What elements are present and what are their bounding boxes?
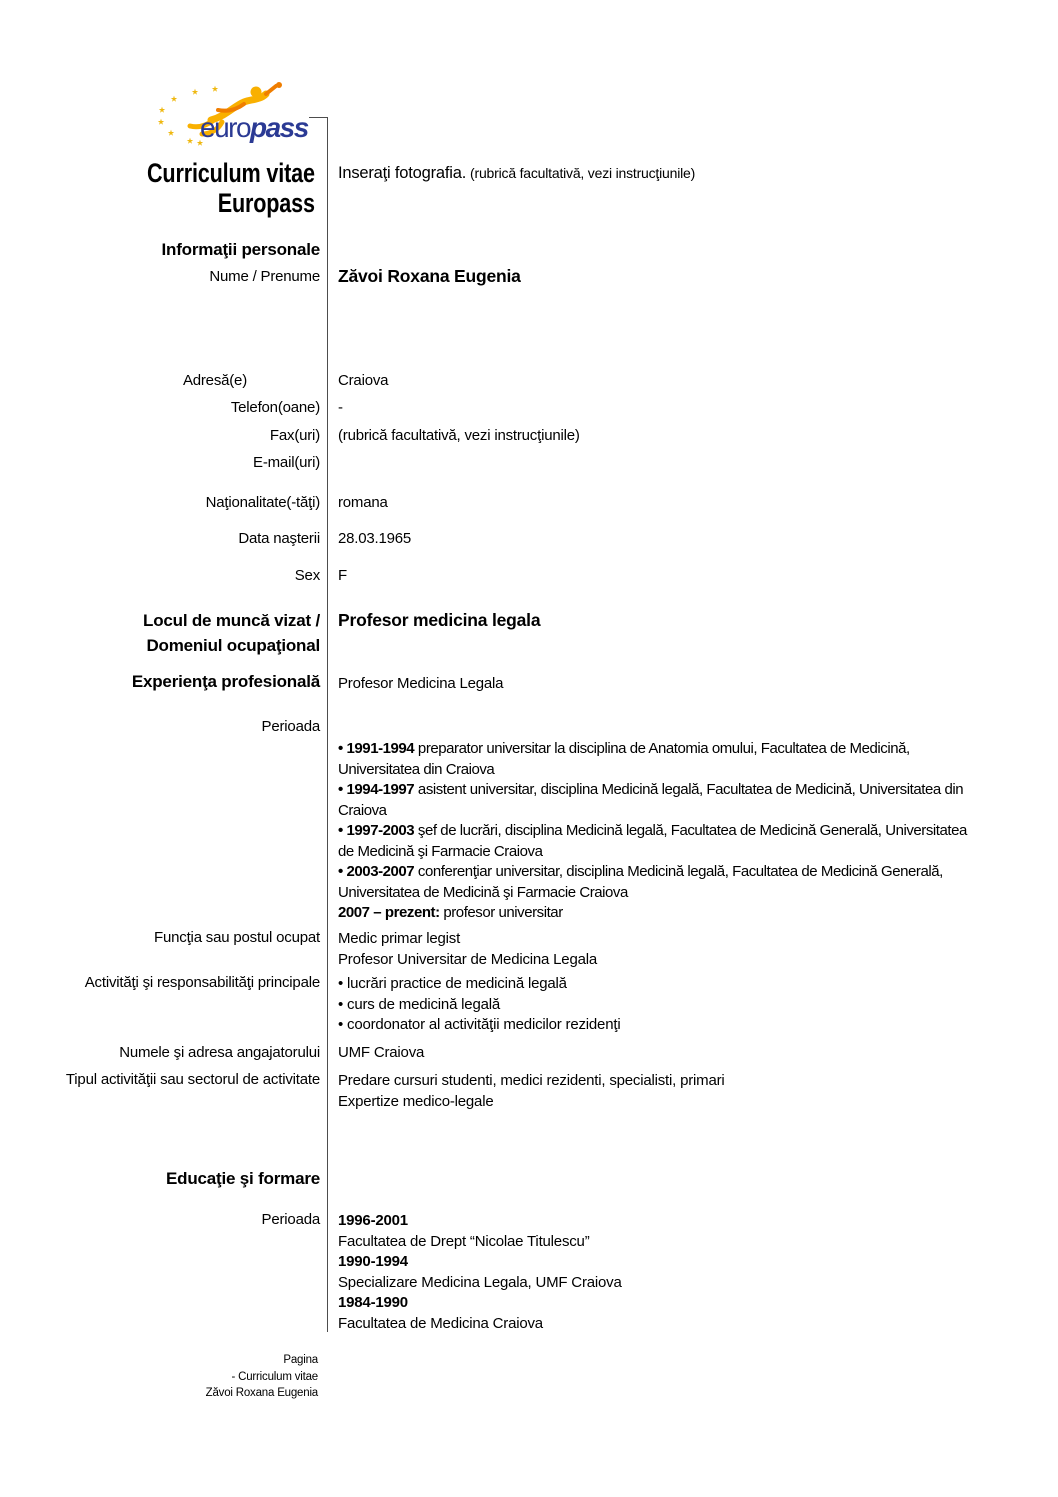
section-educatie-heading: Educaţie şi formare (166, 1169, 320, 1188)
period-text: Specializare Medicina Legala, UMF Craiova (338, 1273, 622, 1291)
value-telefon: - (338, 399, 343, 416)
period-line (338, 739, 967, 760)
label-perioada-experienta: Perioada (261, 718, 320, 735)
label-telefon: Telefon(oane) (230, 399, 320, 416)
period-line (338, 780, 967, 801)
cv-title-line2: Europass (217, 188, 315, 218)
period-text: conferenţiar universitar, disciplina Medicină legală, Facultatea de Medicină Generală, (414, 863, 943, 880)
period-text: preparator universitar la disciplina de Anatomia omului, Facultatea de Medicină, (414, 740, 910, 757)
label-numele-angajator: Numele şi adresa angajatorului (119, 1044, 320, 1061)
period-line (338, 903, 967, 924)
photo-instruction-note: (rubrică facultativă, vezi instrucţiunile) (470, 165, 696, 181)
value-adresa: Craiova (338, 372, 389, 389)
value-nationalitate: romana (338, 494, 388, 511)
period-line (338, 801, 967, 822)
label-locul-de-munca (143, 608, 320, 658)
value-data-nasterii: 28.03.1965 (338, 530, 412, 547)
label-nume: Nume / Prenume (209, 268, 320, 285)
period-text: Craiova (338, 801, 387, 819)
page-footer (206, 1352, 318, 1402)
logo-euro-text: euro (200, 112, 251, 143)
period-years: 2007 – prezent: (338, 904, 440, 921)
period-years: 1990-1994 (338, 1253, 408, 1270)
label-fax: Fax(uri) (269, 427, 320, 444)
period-years: 1996-2001 (338, 1212, 408, 1229)
label-perioada-educatie: Perioada (261, 1211, 320, 1228)
period-years: • 1994-1997 (338, 781, 415, 798)
period-line (338, 760, 967, 781)
education-period-details (338, 1211, 622, 1334)
footer-line2: - Curriculum vitae (231, 1370, 318, 1383)
column-divider-line (327, 117, 328, 1332)
period-line (338, 1273, 622, 1294)
value-line: Profesor Universitar de Medicina Legala (338, 950, 597, 968)
footer-line3: Zăvoi Roxana Eugenia (205, 1387, 318, 1399)
cv-title (147, 158, 315, 218)
period-line (338, 1252, 622, 1273)
value-tipul-activitatii (338, 1071, 725, 1112)
label-locul-line2: Domeniul ocupaţional (146, 636, 320, 655)
value-line: • curs de medicină legală (338, 995, 501, 1013)
label-nationalitate: Naţionalitate(-tăţi) (205, 494, 320, 511)
period-text: de Medicină şi Farmacie Craiova (338, 842, 543, 860)
period-line (338, 842, 967, 863)
period-text: Facultatea de Medicina Craiova (338, 1314, 543, 1332)
label-sex: Sex (294, 567, 320, 584)
europass-logo (156, 80, 316, 148)
period-text: profesor universitar (439, 904, 563, 921)
period-line (338, 1232, 622, 1253)
label-adresa: Adresă(e) (182, 372, 247, 389)
value-functia (338, 929, 597, 970)
section-experienta-heading: Experienţa profesională (131, 672, 320, 691)
label-tipul-activitatii: Tipul activităţii sau sectorul de activitate (65, 1071, 320, 1088)
value-locul-de-munca: Profesor medicina legala (338, 610, 541, 630)
label-data-nasterii: Data naşterii (238, 530, 320, 547)
footer-line1: Pagina (283, 1354, 318, 1366)
cv-title-line1: Curriculum vitae (147, 158, 315, 188)
period-years: 1984-1990 (338, 1294, 408, 1311)
value-experienta-summary: Profesor Medicina Legala (338, 675, 504, 692)
value-line: Expertize medico-legale (338, 1092, 494, 1110)
logo-pass-text: pass (250, 112, 308, 143)
value-activitati (338, 974, 620, 1036)
value-line: Medic primar legist (338, 930, 461, 947)
label-locul-line1: Locul de muncă vizat / (143, 611, 320, 630)
period-text: asistent universitar, disciplina Medicină legală, Facultatea de Medicină, Universitatea din (414, 781, 964, 798)
period-line (338, 1293, 622, 1314)
period-line (338, 862, 967, 883)
value-fax: (rubrică facultativă, vezi instrucţiunile) (338, 427, 580, 444)
period-line (338, 821, 967, 842)
label-functia: Funcţia sau postul ocupat (154, 929, 320, 946)
section-personal-heading: Informaţii personale (161, 240, 320, 259)
value-sex: F (338, 567, 347, 584)
period-line (338, 1211, 622, 1232)
value-line: • lucrări practice de medicină legală (338, 975, 567, 992)
value-numele-angajator: UMF Craiova (338, 1044, 425, 1061)
period-years: • 1997-2003 (338, 822, 415, 839)
period-line (338, 1314, 622, 1335)
photo-instruction (338, 164, 695, 183)
period-line (338, 883, 967, 904)
photo-instruction-text: Inseraţi fotografia. (338, 164, 467, 182)
value-line: • coordonator al activităţii medicilor rezidenţi (338, 1016, 621, 1033)
period-text: şef de lucrări, disciplina Medicină legală, Facultatea de Medicină Generală, Universitatea (414, 822, 967, 839)
period-years: • 2003-2007 (338, 863, 415, 880)
period-years: • 1991-1994 (338, 740, 415, 757)
period-text: Facultatea de Drept “Nicolae Titulescu” (338, 1232, 590, 1250)
value-line: Predare cursuri studenti, medici rezidenti, specialisti, primari (338, 1072, 725, 1089)
value-nume: Zăvoi Roxana Eugenia (338, 266, 521, 286)
experience-period-details (338, 739, 967, 924)
period-text: Universitatea de Medicină şi Farmacie Craiova (338, 883, 628, 901)
label-email: E-mail(uri) (253, 454, 320, 471)
period-text: Universitatea din Craiova (338, 760, 495, 778)
label-activitati: Activităţi şi responsabilităţi principale (84, 974, 320, 991)
